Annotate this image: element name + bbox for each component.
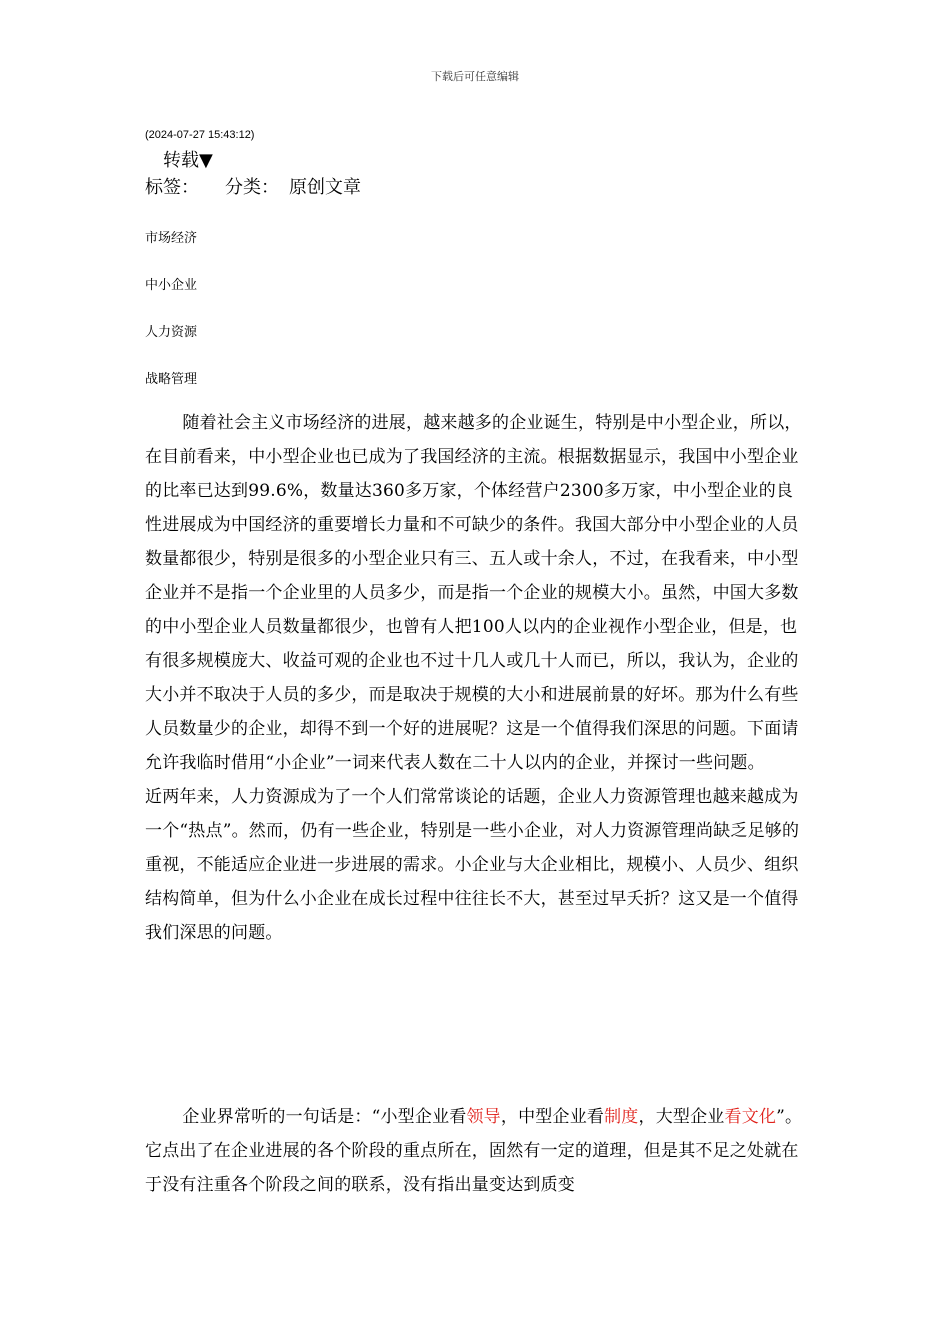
paragraph-2: 近两年来，人力资源成为了一个人们常常谈论的话题，企业人力资源管理也越来越成为一个“热点”。然而，仍有一些企业，特别是一些小企业，对人力资源管理尚缺乏足够的重视，不能适应企业进一步进展的需求。小企业与大企业相比，规模小、人员少、组织结构简单，但为什么小企业在成长过程中往往长不大，甚至过早夭折？这又是一个值得我们深思的问题。: [145, 787, 800, 943]
tag-strategic-management[interactable]: 战略管理: [145, 372, 198, 387]
article-body: [145, 406, 809, 950]
article-body-continued: [145, 1100, 809, 1202]
tag-sme[interactable]: 中小企业: [145, 278, 198, 293]
category-link[interactable]: 原创文章: [289, 177, 361, 198]
tags-label: 标签：: [145, 177, 199, 198]
paragraph-3-text-b: ，中型企业看: [500, 1107, 605, 1127]
paragraph-3-text-a: 企业界常听的一句话是：“小型企业看: [182, 1107, 467, 1127]
paragraph-1: 随着社会主义市场经济的进展，越来越多的企业诞生，特别是中小型企业，所以，在目前看来，中小型企业也已成为了我国经济的主流。根据数据显示，我国中小型企业的比率已达到99.6%，数量达360多万家，个体经营户2300多万家，中小型企业的良性进展成为中国经济的重要增长力量和不可缺少的条件。我国大部分中小型企业的人员数量都很少，特别是很多的小型企业只有三、五人或十余人，不过，在我看来，中小型企业并不是指一个企业里的人员多少，而是指一个企业的规模大小。虽然，中国大多数的中小型企业人员数量都很少，也曾有人把100人以内的企业视作小型企业，但是，也有很多规模庞大、收益可观的企业也不过十几人或几十人而已，所以，我认为，企业的大小并不取决于人员的多少，而是取决于规模的大小和进展前景的好坏。那为什么有些人员数量少的企业，却得不到一个好的进展呢？这是一个值得我们深思的问题。下面请允许我临时借用“小企业”一词来代表人数在二十人以内的企业，并探讨一些问题。: [145, 413, 802, 773]
highlight-system: 制度: [604, 1107, 639, 1127]
paragraph-3-text-d: ”。它点出了在企业进展的各个阶段的重点所在，固然有一定的道理，但是其不足之处就在于没有注重各个阶段之间的联系，没有指出量变达到质变: [145, 1107, 803, 1195]
download-note: 下载后可任意编辑: [431, 70, 519, 83]
post-timestamp: (2024-07-27 15:43:12): [145, 129, 255, 141]
paragraph-3-text-c: ，大型企业: [638, 1107, 725, 1127]
highlight-leadership: 领导: [466, 1107, 501, 1127]
highlight-culture: 看文化: [724, 1107, 777, 1127]
post-meta: [145, 175, 361, 201]
tag-human-resources[interactable]: 人力资源: [145, 325, 198, 340]
repost-dropdown[interactable]: 转载▼: [163, 150, 213, 171]
paragraph-3: [145, 1100, 809, 1202]
category-label: 分类：: [225, 177, 279, 198]
tag-market-economy[interactable]: 市场经济: [145, 231, 198, 246]
